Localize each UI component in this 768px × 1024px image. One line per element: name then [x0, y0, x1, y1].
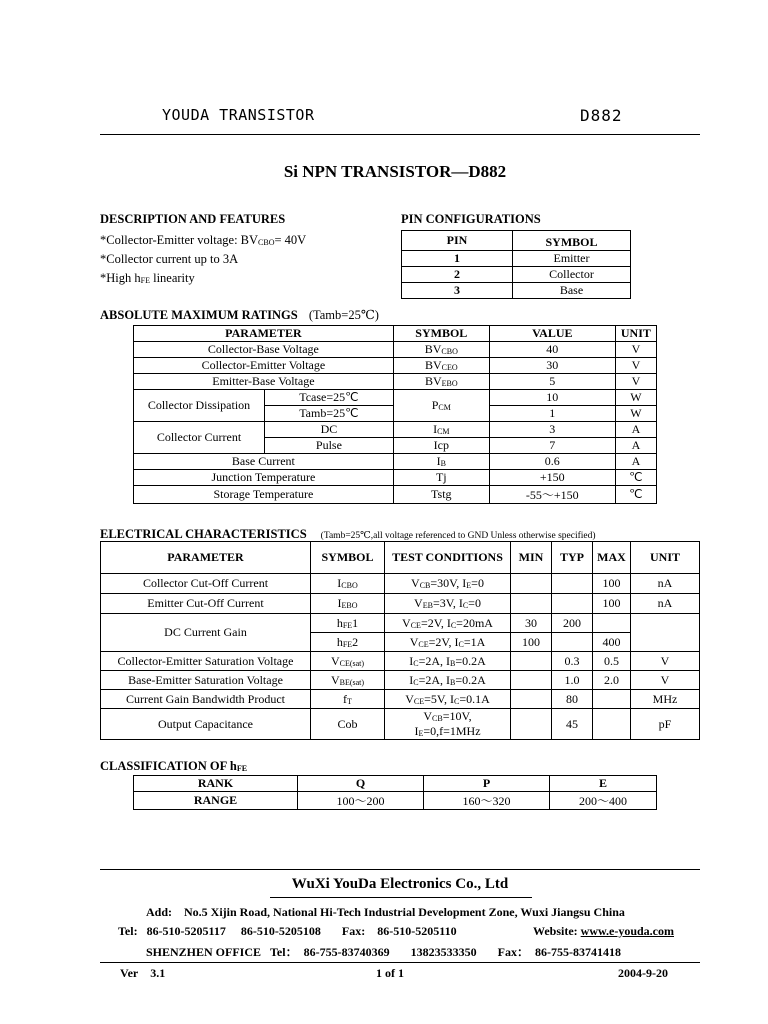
table-row: Collector-Emitter Voltage $BV_{CEO}$ 30 V: [134, 358, 657, 374]
feature-item-3: *High $h_{FE}$ linearity: [100, 271, 195, 285]
footer-contact: Tel: 86-510-5205117 86-510-5205108 Fax: 86-510-5205110: [118, 924, 457, 938]
electrical-heading: ELECTRICAL CHARACTERISTICS (Tamb=25℃,all voltage referenced to GND Unless otherwise specified): [100, 527, 596, 541]
pin-config-table: [401, 230, 631, 299]
table-row: Output Capacitance Cob $V_{CB}=10V$, $I_E=0,f=1MHz$ 45 pF: [101, 709, 700, 740]
table-row: Emitter-Base Voltage $BV_{EBO}$ 5 V: [134, 374, 657, 390]
table-row: $h_{FE}2$ $V_{CE}=2V$, $I_C=1A$ 100 400: [101, 633, 700, 652]
table-row: 2 Collector: [402, 267, 631, 283]
table-row: Emitter Cut-Off Current $I_{EBO}$ $V_{EB}=3V$, $I_C=0$ 100 nA: [101, 594, 700, 614]
table-row: Collector-Base Voltage $BV_{CBO}$ 40 V: [134, 342, 657, 358]
website-link[interactable]: www.e-youda.com: [580, 924, 674, 938]
footer-shenzhen: SHENZHEN OFFICE Tel： 86-755-83740369 13823533350 Fax： 86-755-83741418: [146, 945, 621, 959]
table-row: Junction Temperature Tj +150 ℃: [134, 470, 657, 486]
company-underline: [270, 897, 532, 898]
feature-item-2: *Collector current up to 3A: [100, 252, 239, 266]
footer-rule-top: [100, 869, 700, 870]
table-row: Current Gain Bandwidth Product $f_T$ $V_{CE}=5V$, $I_C=0.1A$ 80 MHz: [101, 690, 700, 709]
header-company: YOUDA TRANSISTOR: [162, 106, 315, 124]
table-row: RANGE 100～200 160～320 200～400: [134, 792, 657, 810]
classification-table: RANK Q P E RANGE 100～200 160～320 200～400: [133, 775, 657, 810]
table-row: Collector-Emitter Saturation Voltage $V_{CE(sat)}$ $I_C=2A$, $I_B=0.2A$ 0.3 0.5 V: [101, 652, 700, 671]
table-row: Storage Temperature Tstg -55～+150 ℃: [134, 486, 657, 504]
page-title: Si NPN TRANSISTOR—D882: [283, 162, 507, 181]
pin-config-heading: PIN CONFIGURATIONS: [401, 212, 541, 226]
table-row: Tamb=25℃ 1 W: [134, 406, 657, 422]
header-part-number: D882: [580, 106, 623, 125]
table-row: Base Current $I_B$ 0.6 A: [134, 454, 657, 470]
classification-heading: CLASSIFICATION OF $h_{FE}$: [100, 759, 248, 773]
table-row: Pulse Icp 7 A: [134, 438, 657, 454]
abs-max-table: PARAMETER SYMBOL VALUE UNIT Collector-Base Voltage $BV_{CBO}$ 40 V Collector-Emitter Voltage $BV_{CEO}$ 30 V Emitter-Base Voltage $BV_{EBO}$ 5 V Collector Dissipation Tcase=25℃ $P_{CM}$ 10 W Tamb=25℃ 1 W Collector Current DC $I_{CM}$ 3 A Pulse Icp 7 A Base Current $I_B$ 0.6 A Junction Temperature Tj +150 ℃ Storage Temperature Tstg -55～+150 ℃: [133, 325, 657, 504]
table-row: Collector Dissipation Tcase=25℃ $P_{CM}$ 10 W: [134, 390, 657, 406]
table-row: Collector Cut-Off Current $I_{CBO}$ $V_{CB}=30V$, $I_E=0$ 100 nA: [101, 574, 700, 594]
version: Ver 3.1: [120, 966, 166, 980]
table-row: 1 Emitter: [402, 251, 631, 267]
table-row: Base-Emitter Saturation Voltage $V_{BE(sat)}$ $I_C=2A$, $I_B=0.2A$ 1.0 2.0 V: [101, 671, 700, 690]
table-row: DC Current Gain $h_{FE}1$ $V_{CE}=2V$, $I_C=20mA$ 30 200: [101, 614, 700, 633]
footer-address: Add: No.5 Xijin Road, National Hi-Tech Industrial Development Zone, Wuxi Jiangsu China: [146, 905, 625, 919]
footer-rule-bottom: [100, 962, 700, 963]
page-number: 1 of 1: [376, 966, 404, 980]
header-rule: [100, 134, 700, 135]
table-row: 3 Base: [402, 283, 631, 299]
footer-company: WuXi YouDa Electronics Co., Ltd: [291, 876, 509, 892]
feature-item-1: *Collector-Emitter voltage: $BV_{CBO}= 40V$: [100, 233, 307, 247]
document-date: 2004-9-20: [618, 966, 668, 980]
pin-header: PIN: [402, 231, 513, 251]
table-row: Collector Current DC $I_{CM}$ 3 A: [134, 422, 657, 438]
abs-max-heading: ABSOLUTE MAXIMUM RATINGS (Tamb=25℃): [100, 308, 379, 322]
description-heading: DESCRIPTION AND FEATURES: [100, 212, 286, 226]
footer-website: Website: www.e-youda.com: [533, 924, 674, 938]
electrical-table: PARAMETER SYMBOL TEST CONDITIONS MIN TYP MAX UNIT Collector Cut-Off Current $I_{CBO}$ $V_{CB}=30V$, $I_E=0$ 100 nA Emitter Cut-Off Current $I_{EBO}$ $V_{EB}=3V$, $I_C=0$ 100 nA DC Current Gain $h_{FE}1$ $V_{CE}=2V$, $I_C=20mA$ 30 200 $h_{FE}2$ $V_{CE}=2V$, $I_C=1A$ 100 400 Collector-Emitter Saturation Voltage $V_{CE(sat)}$ $I_C=2A$, $I_B=0.2A$ 0.3 0.5 V Base-Emitter Saturation Voltage $V_{BE(sat)}$ $I_C=2A$, $I_B=0.2A$ 1.0 2.0 V Current Gain Bandwidth Product $f_T$ $V_{CE}=5V$, $I_C=0.1A$ 80 MHz Output Capacitance Cob $V_{CB}=10V$, $I_E=0,f=1MHz$ 45 pF: [100, 541, 700, 740]
symbol-header: SYMBOL: [513, 231, 631, 251]
